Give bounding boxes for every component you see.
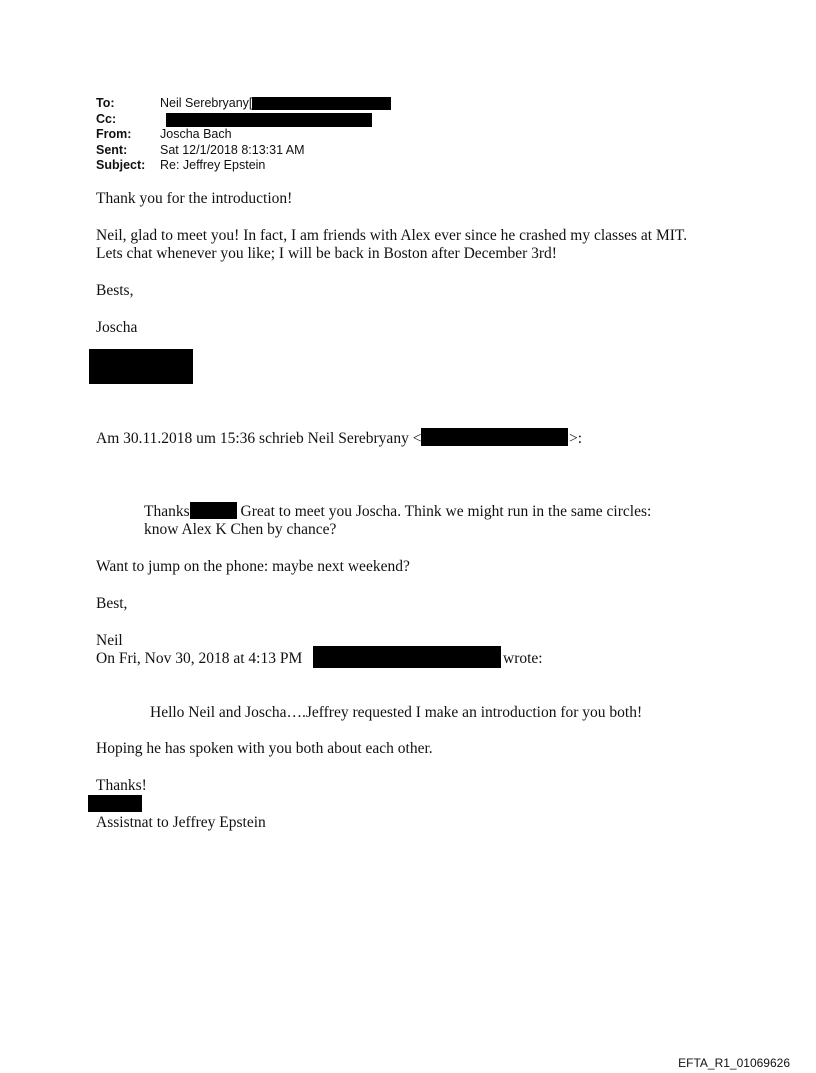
subject-label: Subject: xyxy=(96,158,146,172)
subject-value: Re: Jeffrey Epstein xyxy=(160,158,266,172)
sent-value: Sat 12/1/2018 8:13:31 AM xyxy=(160,142,305,157)
redaction-block xyxy=(190,502,237,519)
quote2-signature: Assistnat to Jeffrey Epstein xyxy=(96,814,266,831)
to-value: Neil Serebryany[ xyxy=(160,96,253,110)
quote2-paragraph-2: Hoping he has spoken with you both about each other. xyxy=(96,740,433,757)
from-value: Joscha Bach xyxy=(160,127,232,141)
quote2-closing: Thanks! xyxy=(96,777,147,794)
redaction-block xyxy=(166,113,372,127)
quote1-thanks: Thanks xyxy=(144,503,190,520)
redaction-block xyxy=(421,428,568,446)
redaction-block xyxy=(252,97,391,110)
message-signature: Joscha xyxy=(96,319,138,336)
redaction-block xyxy=(89,349,193,384)
redaction-block xyxy=(88,795,142,812)
redaction-block xyxy=(313,646,501,668)
cc-label: Cc: xyxy=(96,111,117,126)
from-label: From: xyxy=(96,127,132,141)
sent-row xyxy=(96,143,391,159)
quote1-attribution-prefix: Am 30.11.2018 um 15:36 schrieb Neil Serebryany < xyxy=(96,430,422,447)
to-label: To: xyxy=(96,96,115,110)
cc-row xyxy=(96,112,391,128)
quote1-attribution-suffix: >: xyxy=(569,430,583,447)
from-row xyxy=(96,127,391,143)
quote2-attribution-suffix: wrote: xyxy=(503,650,543,667)
quote1-attribution xyxy=(96,429,421,448)
quote1-closing: Best, xyxy=(96,595,128,612)
to-row xyxy=(96,96,391,112)
message-closing: Bests, xyxy=(96,282,134,299)
quote2-attribution-prefix: On Fri, Nov 30, 2018 at 4:13 PM xyxy=(96,650,303,667)
quote2-line-1: Hello Neil and Joscha….Jeffrey requested I make an introduction for you both! xyxy=(150,704,643,721)
email-header xyxy=(96,96,391,174)
quote1-signature: Neil xyxy=(96,632,123,649)
message-paragraph-1: Thank you for the introduction! xyxy=(96,190,293,207)
message-paragraph-2-line-1: Neil, glad to meet you! In fact, I am friends with Alex ever since he crashed my classes at MIT. xyxy=(96,227,688,244)
subject-row xyxy=(96,158,391,174)
document-id: EFTA_R1_01069626 xyxy=(678,1056,790,1070)
quote1-line-1 xyxy=(144,502,651,521)
quote1-line-1-rest: Great to meet you Joscha. Think we might run in the same circles: xyxy=(236,503,652,520)
message-paragraph-2-line-2: Lets chat whenever you like; I will be back in Boston after December 3rd! xyxy=(96,245,557,262)
quote1-line-2: know Alex K Chen by chance? xyxy=(144,521,337,538)
quote1-paragraph-2: Want to jump on the phone: maybe next weekend? xyxy=(96,558,410,575)
sent-label: Sent: xyxy=(96,142,128,157)
